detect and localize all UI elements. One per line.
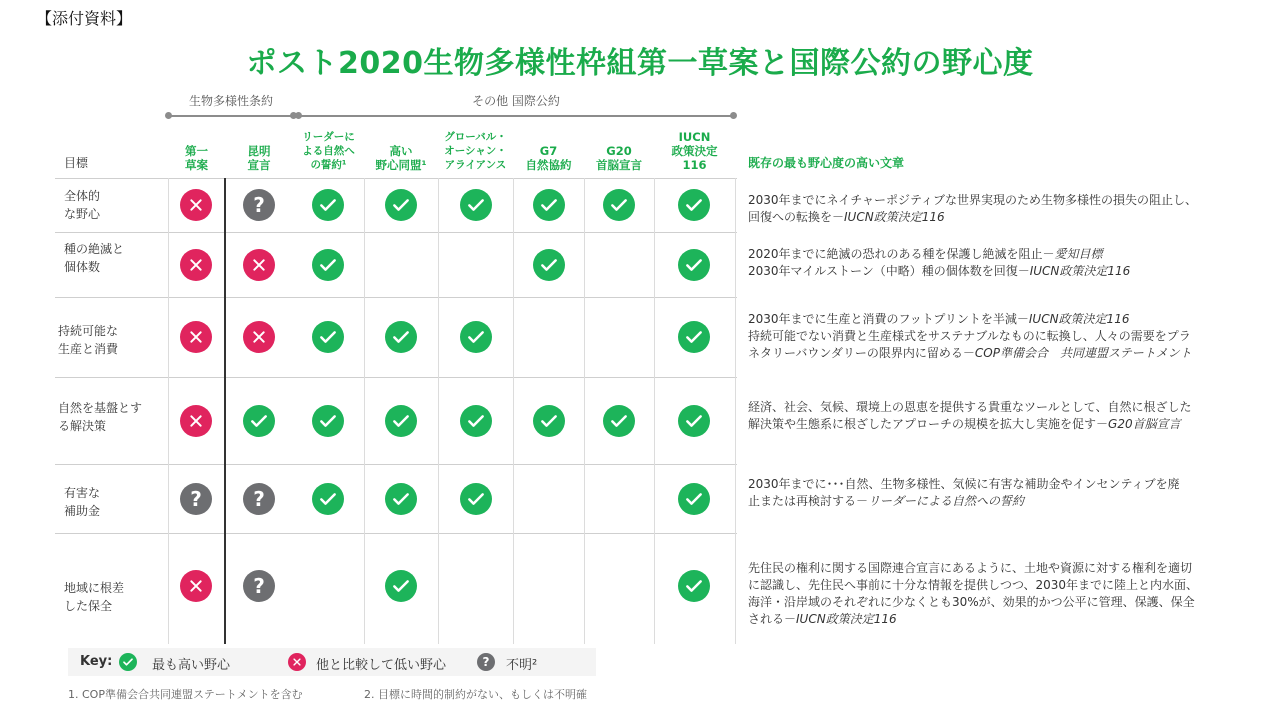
column-header-8: IUCN 政策決定 116: [671, 130, 718, 172]
key-question-icon: ?: [477, 653, 495, 671]
cross-icon: [180, 189, 212, 221]
column-header-2: 昆明 宣言: [247, 144, 271, 172]
check-icon: [312, 249, 344, 281]
check-icon: [603, 189, 635, 221]
check-icon: [460, 483, 492, 515]
check-icon: [385, 483, 417, 515]
goal-label: 自然を基盤とす る解決策: [58, 401, 143, 433]
ambition-text: 2030年までにネイチャーポジティブな世界実現のため生物多様性の損失の阻止し、 回復への転換を－IUCN政策決定116: [748, 193, 1197, 224]
check-icon: [312, 321, 344, 353]
column-divider: [364, 178, 365, 644]
cross-icon: [180, 249, 212, 281]
goal-label: 地域に根差 した保全: [64, 581, 125, 613]
key-check-label: 最も高い野心: [152, 658, 231, 673]
check-icon: [603, 405, 635, 437]
text-column-header: 既存の最も野心度の高い文章: [748, 156, 905, 170]
question-icon: ?: [243, 483, 275, 515]
row-divider: [55, 178, 737, 179]
cross-icon: [180, 570, 212, 602]
goal-label: 有害な 補助金: [64, 486, 101, 518]
group-divider: [224, 178, 226, 644]
check-icon: [460, 405, 492, 437]
ambition-text: 2030年までに･･･自然、生物多様性、気候に有害な補助金やインセンティブを廃 止または再検討する－リーダーによる自然への誓約: [748, 477, 1180, 508]
check-icon: [460, 189, 492, 221]
column-divider: [168, 178, 169, 644]
check-icon: [312, 189, 344, 221]
group-bracket-others: [298, 115, 734, 117]
goal-label: 全体的 な野心: [64, 189, 101, 221]
cross-icon: [180, 405, 212, 437]
check-icon: [385, 321, 417, 353]
goal-label: 持続可能な 生産と消費: [58, 324, 119, 356]
question-icon: ?: [243, 189, 275, 221]
key-label: Key:: [80, 654, 113, 669]
column-divider: [584, 178, 585, 644]
column-header-6: G7 自然協約: [525, 144, 572, 172]
cross-icon: [243, 321, 275, 353]
ambition-text: 2020年までに絶滅の恐れのある種を保護し絶滅を阻止－愛知目標 2030年マイルストーン（中略）種の個体数を回復－IUCN政策決定116: [748, 247, 1131, 278]
check-icon: [533, 189, 565, 221]
key-cross-label: 他と比較して低い野心: [316, 658, 447, 673]
attachment-tag: 【添付資料】: [36, 9, 133, 28]
check-icon: [312, 405, 344, 437]
column-header-1: 第一 草案: [185, 144, 208, 172]
cross-icon: [243, 249, 275, 281]
footnote-1: 1. COP準備会合共同連盟ステートメントを含む: [68, 688, 303, 701]
group-label-others: その他 国際公約: [472, 94, 560, 108]
check-icon: [678, 249, 710, 281]
key-cross-icon: [288, 653, 306, 671]
ambition-text: 2030年までに生産と消費のフットプリントを半減－IUCN政策決定116 持続可能でない消費と生産様式をサステナブルなものに転換し、人々の需要をプラ ネタリーバウンダリーの限界内に留める－COP準備会合 共同連盟ステートメント: [748, 312, 1192, 360]
key-check-icon: [119, 653, 137, 671]
check-icon: [678, 405, 710, 437]
row-divider: [55, 297, 737, 298]
goal-column-header: 目標: [64, 156, 89, 170]
column-header-4: 高い 野心同盟¹: [375, 144, 427, 172]
check-icon: [385, 570, 417, 602]
row-divider: [55, 533, 737, 534]
key-question-label: 不明²: [506, 658, 538, 673]
question-icon: ?: [180, 483, 212, 515]
group-label-cbd: 生物多様性条約: [188, 94, 273, 108]
check-icon: [385, 405, 417, 437]
column-divider: [654, 178, 655, 644]
ambition-text: 先住民の権利に関する国際連合宣言にあるように、土地や資源に対する権利を適切 に認識し、先住民へ事前に十分な情報を提供しつつ、2030年までに陸上と内水面、 海洋・沿岸域のそれぞれに少なくとも30%が、効果的かつ公平に管理、保護、保全 される－IUCN政策決定116: [748, 561, 1199, 626]
check-icon: [385, 189, 417, 221]
column-header-7: G20 首脳宣言: [596, 144, 642, 172]
legend-key: [68, 648, 596, 676]
check-icon: [533, 405, 565, 437]
cross-icon: [180, 321, 212, 353]
check-icon: [678, 483, 710, 515]
column-divider: [438, 178, 439, 644]
column-header-3: リーダーに よる自然へ の誓約¹: [302, 131, 355, 171]
check-icon: [312, 483, 344, 515]
column-header-5: グローバル・ オーシャン・ アライアンス: [444, 131, 507, 171]
check-icon: [678, 321, 710, 353]
row-divider: [55, 232, 737, 233]
column-divider: [513, 178, 514, 644]
ambition-text: 経済、社会、気候、環境上の恩恵を提供する貴重なツールとして、自然に根ざした 解決策や生態系に根ざしたアプローチの規模を拡大し実施を促す－G20首脳宣言: [748, 400, 1192, 431]
question-icon: ?: [243, 570, 275, 602]
check-icon: [678, 189, 710, 221]
check-icon: [460, 321, 492, 353]
row-divider: [55, 377, 737, 378]
group-bracket-cbd: [168, 115, 294, 117]
column-divider: [735, 178, 736, 644]
row-divider: [55, 464, 737, 465]
page-title: ポスト2020生物多様性枠組第一草案と国際公約の野心度: [246, 46, 1034, 81]
check-icon: [243, 405, 275, 437]
goal-label: 種の絶滅と 個体数: [64, 242, 125, 274]
check-icon: [678, 570, 710, 602]
check-icon: [533, 249, 565, 281]
footnote-2: 2. 目標に時間的制約がない、もしくは不明確: [364, 688, 587, 701]
